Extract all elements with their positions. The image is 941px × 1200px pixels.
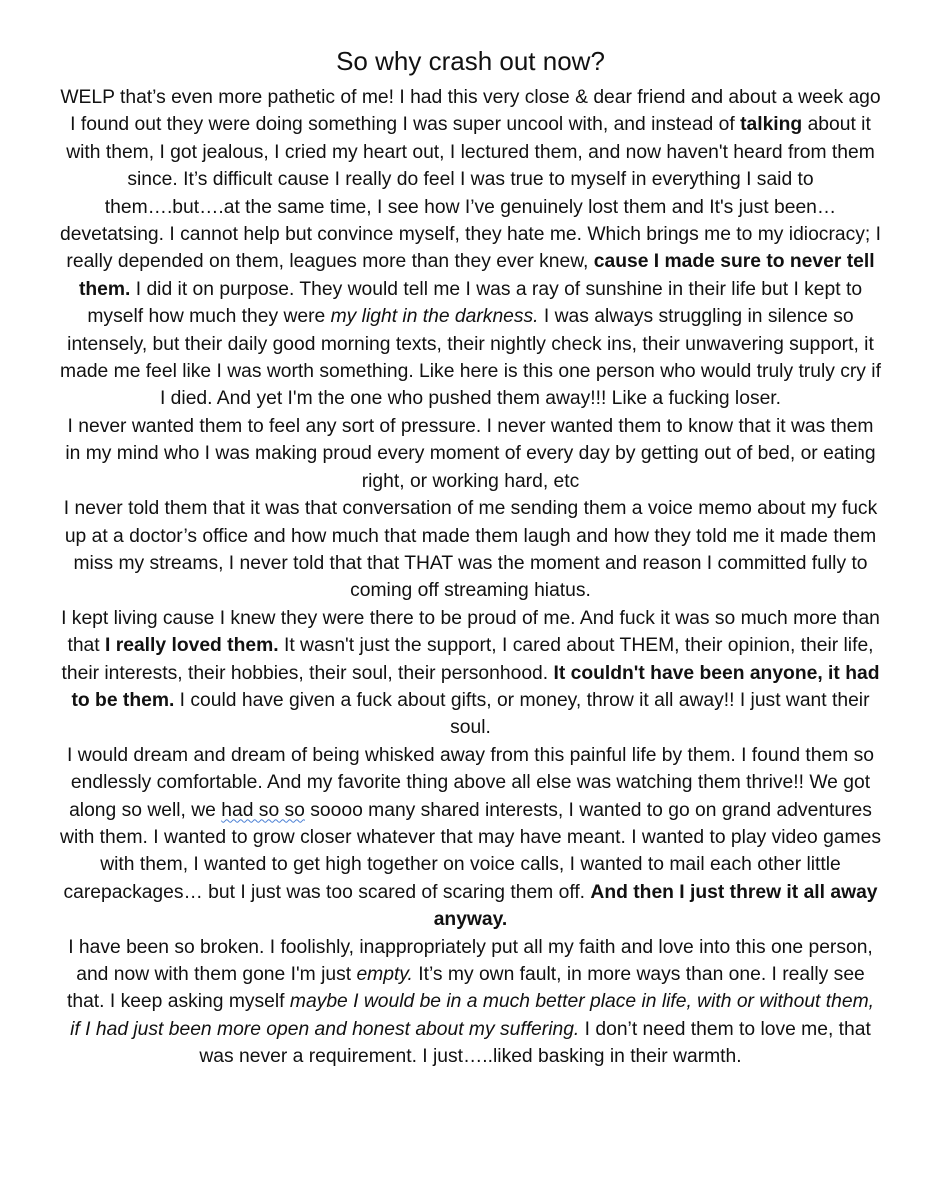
paragraph [60,413,881,495]
paragraph-text: soooo many shared interests, I wanted to go on grand adventures with them. I wanted to grow closer whatever that may have meant. I wanted to play video games with them, I wanted to get high together on voice calls, I wanted to mail each other little carepackages… but I just was too scared of scaring them off. [60,799,881,903]
paragraph-text: I don’t need them to love me, that was never a requirement. I just…..liked basking in their warmth. [199,1018,871,1068]
paragraph [60,605,881,742]
paragraph [60,742,881,934]
paragraph [60,495,881,605]
paragraph-text: It wasn't just the support, I cared about THEM, their opinion, their life, their interests, their hobbies, their soul, their personhood. [61,635,874,684]
paragraph-text: I have been so broken. I foolishly, inappropriately put all my faith and love into this one person, and now with them gone I'm just [68,936,873,985]
italic-text: maybe I would be in a much better place in life, with or without them, if I had just been more open and honest about my suffering. [70,991,874,1040]
paragraph-text: It’s my own fault, in more ways than one. I really see that. I keep asking myself [66,964,865,1013]
paragraph-text: I never wanted them to feel any sort of pressure. I never wanted them to know that it was them in my mind who I was making proud every moment of every day by getting out of bed, or eating right, or working hard, etc [65,415,876,492]
bold-text: I really loved them. [105,635,279,657]
bold-text: It couldn't have been anyone, it had to be them. [71,662,880,711]
paragraph [60,934,881,1071]
italic-text: my light in the darkness. [330,306,539,328]
document-title: So why crash out now? [336,46,605,76]
paragraph-text: WELP that’s even more pathetic of me! I had this very close & dear friend and about a week ago I found out they were doing something I was super uncool with, and instead of [60,87,881,136]
italic-text: empty. [356,964,413,985]
paragraph-text: I kept living cause I knew they were there to be proud of me. And fuck it was so much more than that [61,607,880,657]
spellcheck-underlined-text: had so so [221,799,305,821]
document-page [60,44,881,1071]
paragraph [60,84,881,413]
paragraph-text: I did it on purpose. They would tell me I was a ray of sunshine in their life but I kept to myself how much they were [87,278,863,328]
paragraph-text: I could have given a fuck about gifts, or money, throw it all away!! I just want their soul. [174,689,870,739]
paragraph-text: I would dream and dream of being whisked away from this painful life by them. I found them so endlessly comfortable. And my favorite thing above all else was watching them thrive!! We got along so well, we [66,744,875,821]
paragraph-text: I never told them that it was that conversation of me sending them a voice memo about my fuck up at a doctor’s office and how much that made them laugh and how they told me it made them miss my streams, I never told that that THAT was the moment and reason I committed fully to coming off streaming hiatus. [63,498,878,602]
document-body [60,84,881,1071]
bold-text: And then I just threw it all away anyway. [433,881,878,931]
bold-text: talking [740,114,803,136]
paragraph-text: about it with them, I got jealous, I cried my heart out, I lectured them, and now haven't heard from them since. It’s difficult cause I really do feel I was true to myself in everything I said to them….but….at the same time, I see how I’ve genuinely lost them and It's just been…devetatsing. I cannot help but convince myself, they hate me. Which brings me to my idiocracy; I really depended on them, leagues more than they ever knew, [60,114,881,273]
paragraph-text: I was always struggling in silence so intensely, but their daily good morning texts, their nightly check ins, their unwavering support, it made me feel like I was worth something. Like here is this one person who would truly truly cry if I died. And yet I'm the one who pushed them away!!! Like a fucking loser. [60,306,881,410]
bold-text: cause I made sure to never tell them. [78,251,875,300]
